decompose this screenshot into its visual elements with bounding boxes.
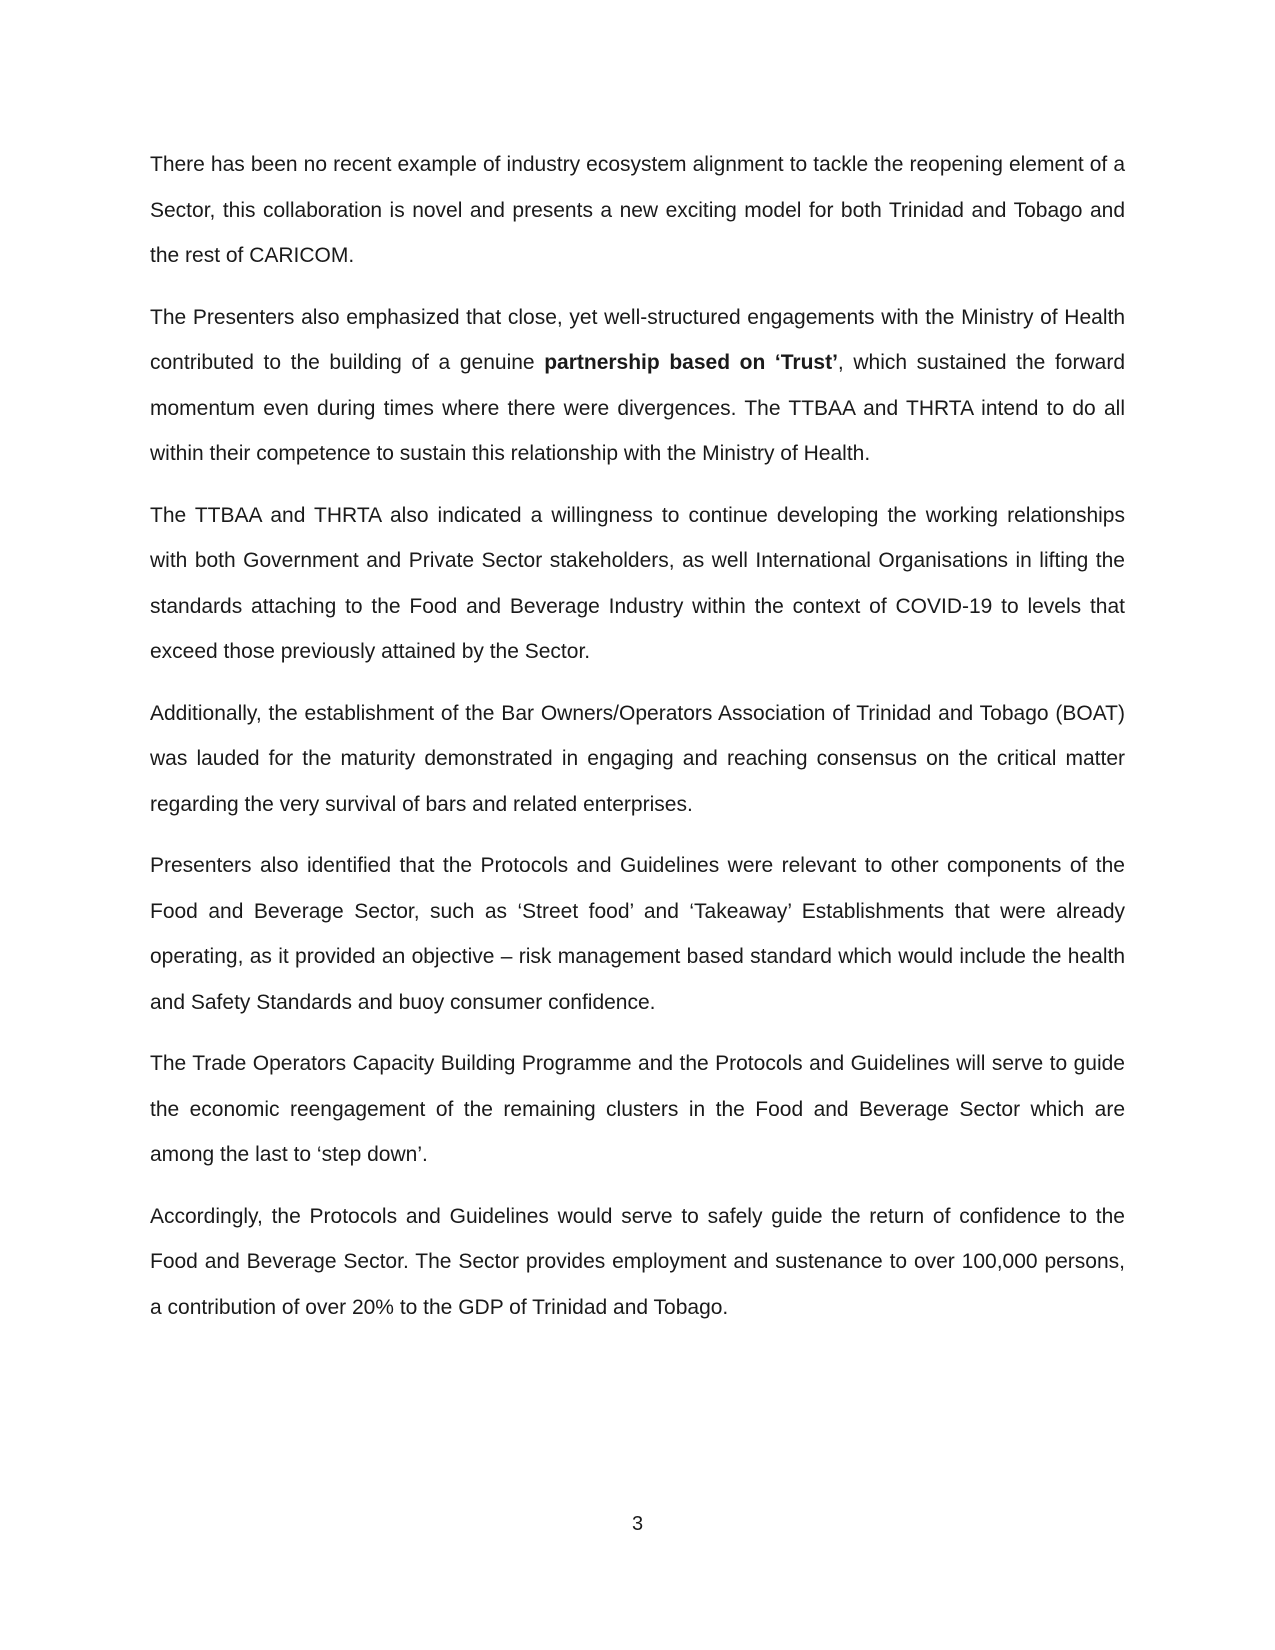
paragraph-capacity-building: The Trade Operators Capacity Building Programme and the Protocols and Guidelines will serve to guide the economic reengagement of the remaining clusters in the Food and Beverage Sector which are among the last to ‘step down’. <box>150 1052 1125 1166</box>
paragraph-working-relationships: The TTBAA and THRTA also indicated a willingness to continue developing the working relationships with both Government and Private Sector stakeholders, as well International Organisations in lifting the standards attaching to the Food and Beverage Industry within the context of COVID-19 to levels that exceed those previously attained by the Sector. <box>150 503 1125 663</box>
page-number: 3 <box>631 1513 644 1535</box>
paragraph-ecosystem-alignment: There has been no recent example of industry ecosystem alignment to tackle the reopening element of a Sector, this collaboration is novel and presents a new exciting model for both Trinidad and Tobago and the rest of CARICOM. <box>150 153 1125 267</box>
paragraph-ministry-partnership-after: , which sustained the forward momentum even during times where there were divergences. The TTBAA and THRTA intend to do all within their competence to sustain this relationship with the Ministry of Health. <box>150 351 1125 465</box>
paragraph-protocols-relevance: Presenters also identified that the Protocols and Guidelines were relevant to other components of the Food and Beverage Sector, such as ‘Street food’ and ‘Takeaway’ Establishments that were already operating, as it provided an objective – risk management based standard which would include the health and Safety Standards and buoy consumer confidence. <box>150 854 1125 1014</box>
paragraph-ministry-partnership <box>150 295 1125 477</box>
partnership-trust-emphasis: partnership based on ‘Trust’ <box>544 351 838 374</box>
paragraph-ministry-partnership-before: The Presenters also emphasized that close, yet well-structured engagements with the Ministry of Health contributed to the building of a genuine <box>150 305 1125 374</box>
paragraph-sector-confidence: Accordingly, the Protocols and Guidelines would serve to safely guide the return of confidence to the Food and Beverage Sector. The Sector provides employment and sustenance to over 100,000 persons, a contribution of over 20% to the GDP of Trinidad and Tobago. <box>150 1204 1125 1319</box>
document-body <box>150 142 1125 1346</box>
paragraph-boat-establishment: Additionally, the establishment of the Bar Owners/Operators Association of Trinidad and Tobago (BOAT) was lauded for the maturity demonstrated in engaging and reaching consensus on the critical matter regarding the very survival of bars and related enterprises. <box>150 701 1125 816</box>
